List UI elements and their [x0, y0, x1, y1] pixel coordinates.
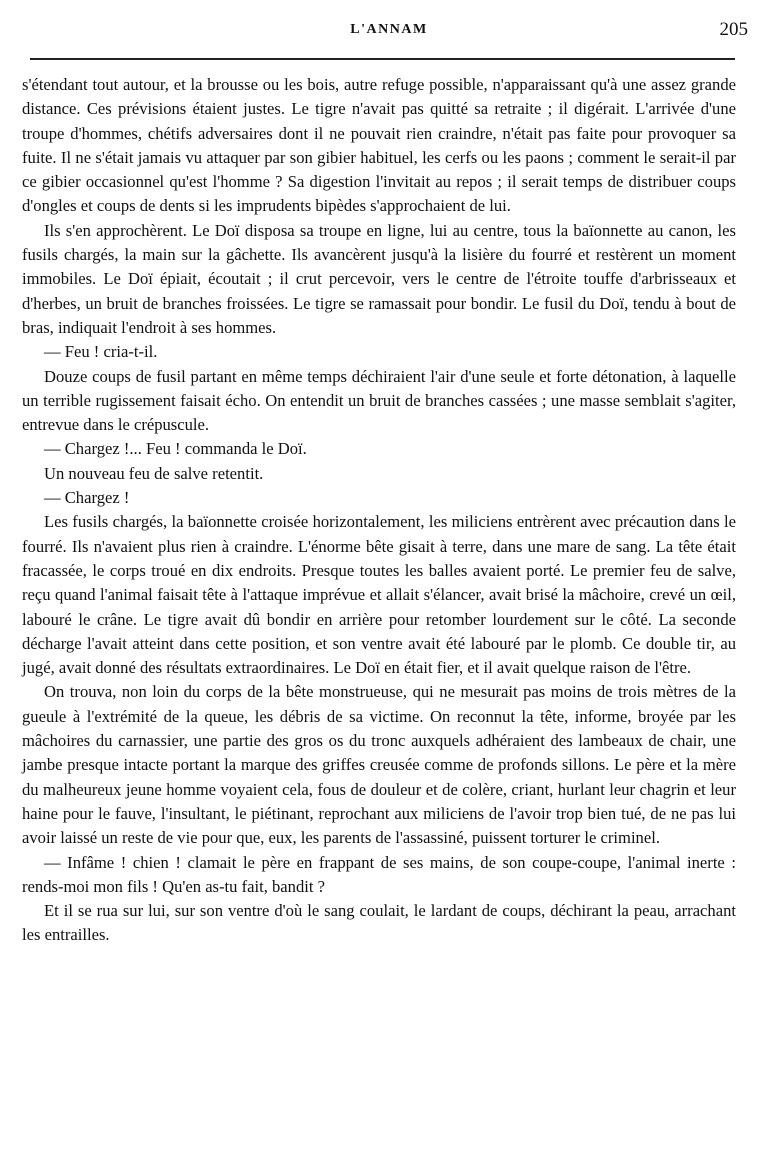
paragraph: Ils s'en approchèrent. Le Doï disposa sa troupe en ligne, lui au centre, tous la baïonnette au canon, les fusils chargés, la main sur la gâchette. Ils avancèrent jusqu'à la lisière du fourré et restèrent un moment immobiles. Le Doï épiait, écoutait ; il crut percevoir, vers le centre de l'étroite touffe d'arbrisseaux et d'herbes, un bruit de branches froissées. Le tigre se ramassait pour bondir. Le fusil du Doï, tendu à bout de bras, indiquait l'endroit à ses hommes. — [22, 220, 736, 337]
paragraph: Douze coups de fusil partant en même temps déchiraient l'air d'une seule et forte détonation, à laquelle un terrible rugissement faisait écho. On entendit un bruit de branches cassées ; une masse semblait s'agiter, entrevue dans le crépuscule. — [22, 366, 736, 435]
body-text — [22, 73, 736, 948]
running-head — [30, 19, 748, 46]
paragraph: On trouva, non loin du corps de la bête monstrueuse, qui ne mesurait pas moins de trois mètres de la gueule à l'extrémité de la queue, les débris de sa victime. On reconnut la tête, informe, broyée par les mâchoires du carnassier, une partie des gros os du tronc auxquels adhéraient des lambeaux de chair, une jambe presque intacte portant la marque des griffes creusée comme de profonds sillons. Le père et la mère du malheureux jeune homme voyaient cela, fous de douleur et de colère, criant, hurlant leur chagrin et leur haine pour le fauve, l'insultant, le piétinant, reprochant aux miliciens de l'avoir trop bien tué, de ne pas lui avoir laissé un reste de vie pour que, eux, les parents de l'assassiné, puissent torturer le criminel. — [22, 682, 736, 848]
running-title: L'ANNAM — [350, 22, 428, 37]
dialogue-line: — Chargez ! — [44, 488, 130, 508]
dialogue-line: — Infâme ! chien ! clamait le père en frappant de ses mains, de son coupe-coupe, l'animal inerte : rends-moi mon fils ! Qu'en as-tu fait, bandit ? — [22, 852, 736, 896]
paragraph: s'étendant tout autour, et la brousse ou les bois, autre refuge possible, n'apparaissant qu'à une assez grande distance. Ces prévisions étaient justes. Le tigre n'avait pas quitté sa retraite ; il digérait. L'arrivée d'une troupe d'hommes, chétifs adversaires dont il ne pouvait rien craindre, n'était pas faite pour provoquer sa fuite. Il ne s'était jamais vu attaquer par son gibier habituel, les cerfs ou les paons ; comment le serait-il par ce gibier occasionnel qu'est l'homme ? Sa digestion l'invitait au repos ; il serait temps de distribuer coups d'ongles et coups de dents si les imprudents bipèdes s'approchaient de lui. — [22, 75, 736, 216]
paragraph: Un nouveau feu de salve retentit. — [44, 463, 264, 483]
paragraph: Et il se rua sur lui, sur son ventre d'où le sang coulait, le lardant de coups, déchirant la peau, arrachant les entrailles. — [22, 901, 736, 945]
dialogue-line: — Chargez !... Feu ! commanda le Doï. — [44, 439, 307, 459]
dialogue-line: — Feu ! cria-t-il. — [44, 342, 158, 362]
page-number: 205 — [719, 19, 748, 40]
header-rule — [30, 58, 735, 60]
paragraph: Les fusils chargés, la baïonnette croisée horizontalement, les miliciens entrèrent avec précaution dans le fourré. Ils n'avaient plus rien à craindre. L'énorme bête gisait à terre, dans une mare de sang. La tête était fracassée, le corps troué en dix endroits. Presque toutes les balles avaient porté. Le premier feu de salve, reçu quand l'animal faisait tête à l'attaque imprévue et allait s'élancer, avait brisé la mâchoire, crevé un œil, labouré le crâne. Le tigre avait dû bondir en arrière pour retomber lourdement sur le côté. La seconde décharge l'avait atteint dans cette position, et son ventre avait été labouré par le plomb. Ce double tir, au jugé, avait donné des résultats extraordinaires. Le Doï en était fier, et il avait quelque raison de l'être. — [22, 512, 736, 678]
